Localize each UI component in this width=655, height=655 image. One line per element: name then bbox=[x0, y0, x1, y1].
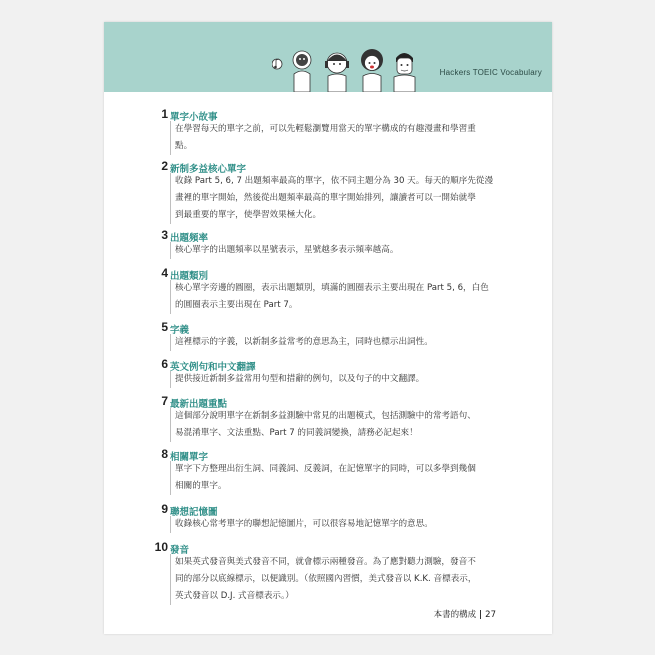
item-description bbox=[170, 334, 507, 351]
description-line: 同的部分以底線標示，以便識別。（依照國內習慣，美式發音以 K.K. 音標表示， bbox=[175, 574, 477, 584]
item-number: 5 bbox=[161, 320, 168, 334]
description-line: 核心單字旁邊的圓圈，表示出題類別，填滿的圓圈表示主要出現在 Part 5, 6，白色 bbox=[175, 283, 489, 293]
description-line: 到最重要的單字，使學習效果極大化。 bbox=[175, 210, 322, 220]
description-line: 英式發音以 D.J. 式音標表示。） bbox=[175, 591, 294, 601]
astronaut-character bbox=[293, 51, 311, 92]
item-title: 出題頻率 bbox=[170, 233, 209, 244]
item-number: 6 bbox=[161, 357, 168, 371]
item-number: 9 bbox=[161, 502, 168, 516]
item-title: 英文例句和中文翻譯 bbox=[170, 362, 256, 373]
description-line: 單字下方整理出衍生詞、同義詞、反義詞，在記憶單字的同時，可以多學到幾個 bbox=[175, 464, 476, 474]
cartoon-characters-illustration bbox=[272, 46, 432, 92]
item-number: 2 bbox=[161, 159, 168, 173]
header-banner bbox=[104, 22, 552, 92]
item-description bbox=[170, 242, 507, 259]
item-number: 1 bbox=[161, 107, 168, 121]
man-character bbox=[394, 53, 415, 92]
description-line: 這裡標示的字義，以新制多益常考的意思為主，同時也標示出詞性。 bbox=[175, 337, 433, 347]
item-title: 發音 bbox=[170, 545, 190, 556]
description-line: 如果英式發音與美式發音不同，就會標示兩種發音。為了應對聽力測驗，發音不 bbox=[175, 557, 476, 567]
description-line: 提供接近新制多益常用句型和措辭的例句，以及句子的中文翻譯。 bbox=[175, 374, 425, 384]
book-page bbox=[104, 22, 552, 634]
item-description bbox=[170, 280, 507, 314]
item-title: 單字小故事 bbox=[170, 112, 218, 123]
description-line: 的圓圈表示主要出現在 Part 7。 bbox=[175, 300, 298, 310]
item-title: 最新出題重點 bbox=[170, 399, 228, 410]
item-title: 聯想記憶圖 bbox=[170, 507, 218, 518]
description-line: 收錄核心常考單字的聯想記憶圖片，可以很容易地記憶單字的意思。 bbox=[175, 519, 433, 529]
music-note-icon bbox=[272, 59, 282, 69]
item-number: 3 bbox=[161, 228, 168, 242]
description-line: 相關的單字。 bbox=[175, 481, 227, 491]
description-line: 這個部分說明單字在新制多益測驗中常見的出題模式，包括測驗中的常考語句、 bbox=[175, 411, 476, 421]
description-line: 點。 bbox=[175, 141, 193, 151]
item-title: 相關單字 bbox=[170, 452, 209, 463]
description-line: 畫裡的單字開始，然後從出題頻率最高的單字開始排列，讓讀者可以一開始就學 bbox=[175, 193, 476, 203]
item-description bbox=[170, 554, 507, 605]
page-number: 27 bbox=[485, 610, 496, 620]
item-title: 字義 bbox=[170, 325, 190, 336]
description-line: 在學習每天的單字之前，可以先輕鬆瀏覽用當天的單字構成的有趣漫畫和學習重 bbox=[175, 124, 476, 134]
book-title: Hackers TOEIC Vocabulary bbox=[439, 68, 542, 77]
footer-divider bbox=[480, 610, 481, 619]
description-line: 核心單字的出題頻率以星號表示，星號越多表示頻率越高。 bbox=[175, 245, 399, 255]
description-line: 收錄 Part 5, 6, 7 出題頻率最高的單字，依不同主題分為 30 天。每天的順序先從漫 bbox=[175, 176, 494, 186]
girl-character bbox=[361, 49, 383, 92]
item-description bbox=[170, 173, 507, 224]
item-description bbox=[170, 371, 507, 388]
footer-section-title: 本書的構成 bbox=[433, 610, 477, 620]
item-description bbox=[170, 121, 507, 155]
item-title: 出題類別 bbox=[170, 271, 209, 282]
item-number: 7 bbox=[161, 394, 168, 408]
item-title: 新制多益核心單字 bbox=[170, 164, 247, 175]
item-description bbox=[170, 408, 507, 442]
page-footer bbox=[434, 608, 496, 620]
item-description bbox=[170, 461, 507, 495]
description-line: 易混淆單字、文法重點、Part 7 的同義詞變換，請務必記起來！ bbox=[175, 428, 418, 438]
boy-character bbox=[325, 53, 349, 92]
item-description bbox=[170, 516, 507, 533]
item-number: 8 bbox=[161, 447, 168, 461]
item-number: 4 bbox=[161, 266, 168, 280]
item-number: 10 bbox=[154, 540, 168, 554]
